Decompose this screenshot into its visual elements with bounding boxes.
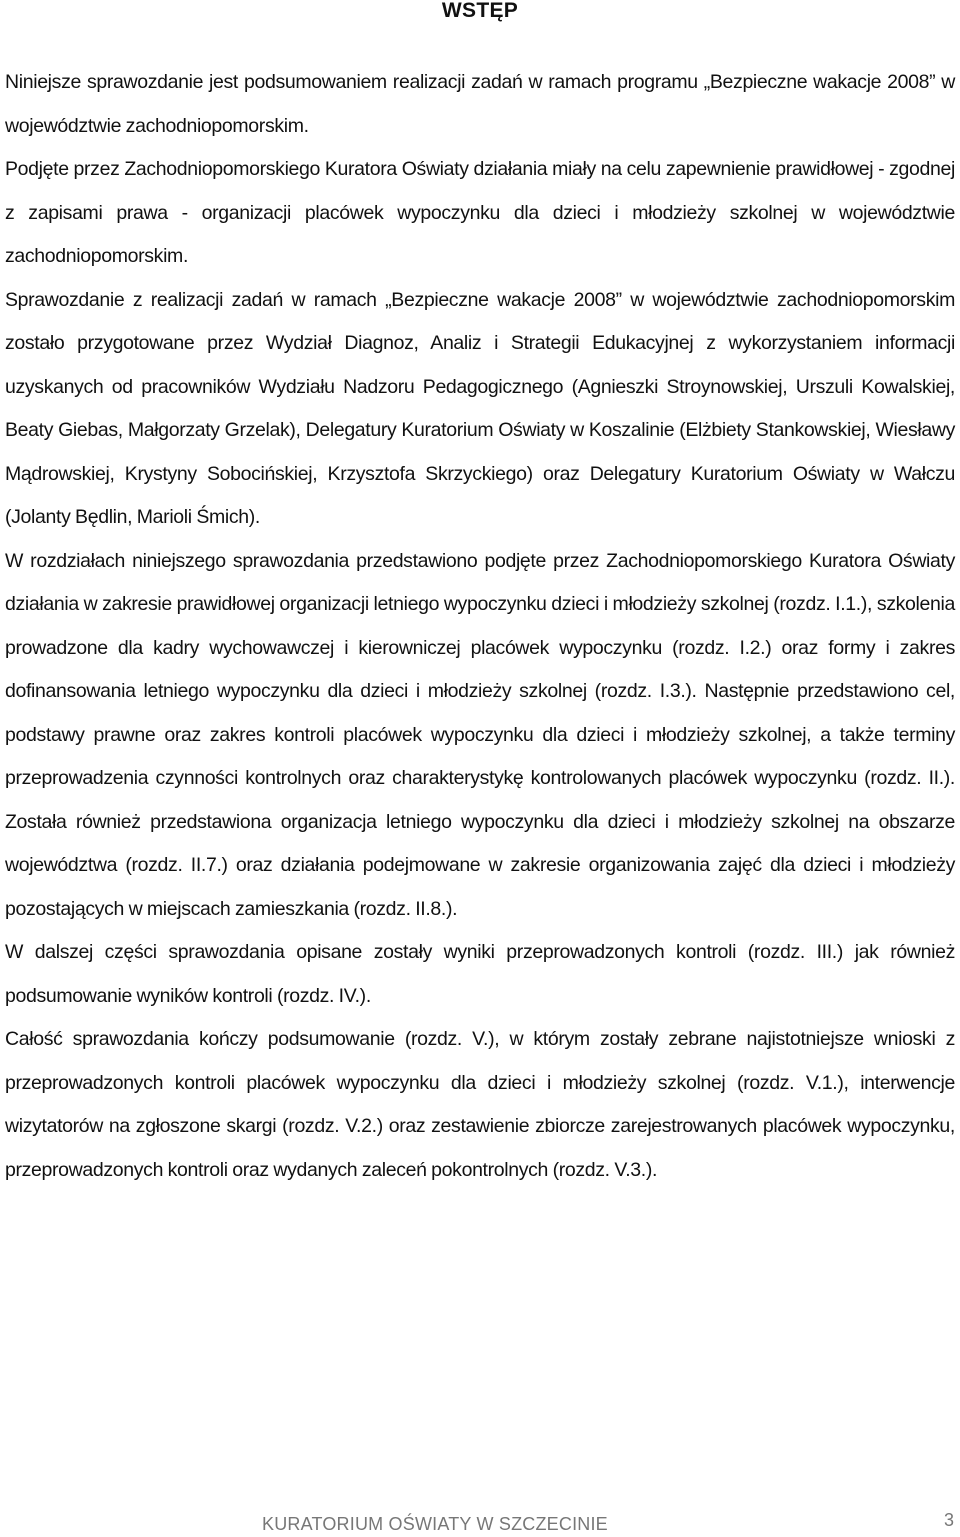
paragraph-summary: Całość sprawozdania kończy podsumowanie (rozdz. V.), w którym zostały zebrane najistotniejsze wnioski z przeprowadzonych kontroli placówek wypoczynku dla dzieci i młodzieży szkolnej (rozdz. V.1.), interwencje wizytatorów na zgłoszone skargi (rozdz. V.2.) oraz zestawienie zbiorcze zarejestrowanych placówek wypoczynku, przeprowadzonych kontroli oraz wydanych zaleceń pokontrolnych (rozdz. V.3.).: [5, 1028, 955, 1181]
page-number: 3: [943, 1510, 954, 1530]
document-body: [5, 61, 955, 1192]
paragraph-intro: Niniejsze sprawozdanie jest podsumowaniem realizacji zadań w ramach programu „Bezpieczne wakacje 2008” w województwie zachodniopomorskim.: [5, 71, 955, 137]
paragraph-further-chapters: W dalszej części sprawozdania opisane zostały wyniki przeprowadzonych kontroli (rozdz. III.) jak również podsumowanie wyników kontroli (rozdz. IV.).: [5, 941, 955, 1007]
paragraph-purpose: Podjęte przez Zachodniopomorskiego Kuratora Oświaty działania miały na celu zapewnienie prawidłowej - zgodnej z zapisami prawa - organizacji placówek wypoczynku dla dzieci i młodzieży szkolnej w województwie zachodniopomorskim.: [5, 158, 955, 267]
paragraph-chapters-overview: W rozdziałach niniejszego sprawozdania przedstawiono podjęte przez Zachodniopomorskiego Kuratora Oświaty działania w zakresie prawidłowej organizacji letniego wypoczynku dzieci i młodzieży szkolnej (rozdz. I.1.), szkolenia prowadzone dla kadry wychowawczej i kierowniczej placówek wypoczynku (rozdz. I.2.) oraz formy i zakres dofinansowania letniego wypoczynku dla dzieci i młodzieży szkolnej (rozdz. I.3.). Następnie przedstawiono cel, podstawy prawne oraz zakres kontroli placówek wypoczynku dla dzieci i młodzieży szkolnej, a także terminy przeprowadzenia czynności kontrolnych oraz charakterystykę kontrolowanych placówek wypoczynku (rozdz. II.). Została również przedstawiona organizacja letniego wypoczynku dla dzieci i młodzieży szkolnej na obszarze województwa (rozdz. II.7.) oraz działania podejmowane w zakresie organizowania zajęć dla dzieci i młodzieży pozostających w miejscach zamieszkania (rozdz. II.8.).: [5, 549, 955, 920]
paragraph-preparation: Sprawozdanie z realizacji zadań w ramach „Bezpieczne wakacje 2008” w województwie zachodniopomorskim zostało przygotowane przez Wydział Diagnoz, Analiz i Strategii Edukacyjnej z wykorzystaniem informacji uzyskanych od pracowników Wydziału Nadzoru Pedagogicznego (Agnieszki Stroynowskiej, Urszuli Kowalskiej, Beaty Giebas, Małgorzaty Grzelak), Delegatury Kuratorium Oświaty w Koszalinie (Elżbiety Stankowskiej, Wiesławy Mądrowskiej, Krystyny Sobocińskiej, Krzysztofa Skrzyckiego) oraz Delegatury Kuratorium Oświaty w Wałczu (Jolanty Będlin, Marioli Śmich).: [5, 288, 955, 528]
section-heading: WSTĘP: [441, 0, 519, 22]
footer-organization: KURATORIUM OŚWIATY W SZCZECINIE: [262, 1514, 608, 1534]
